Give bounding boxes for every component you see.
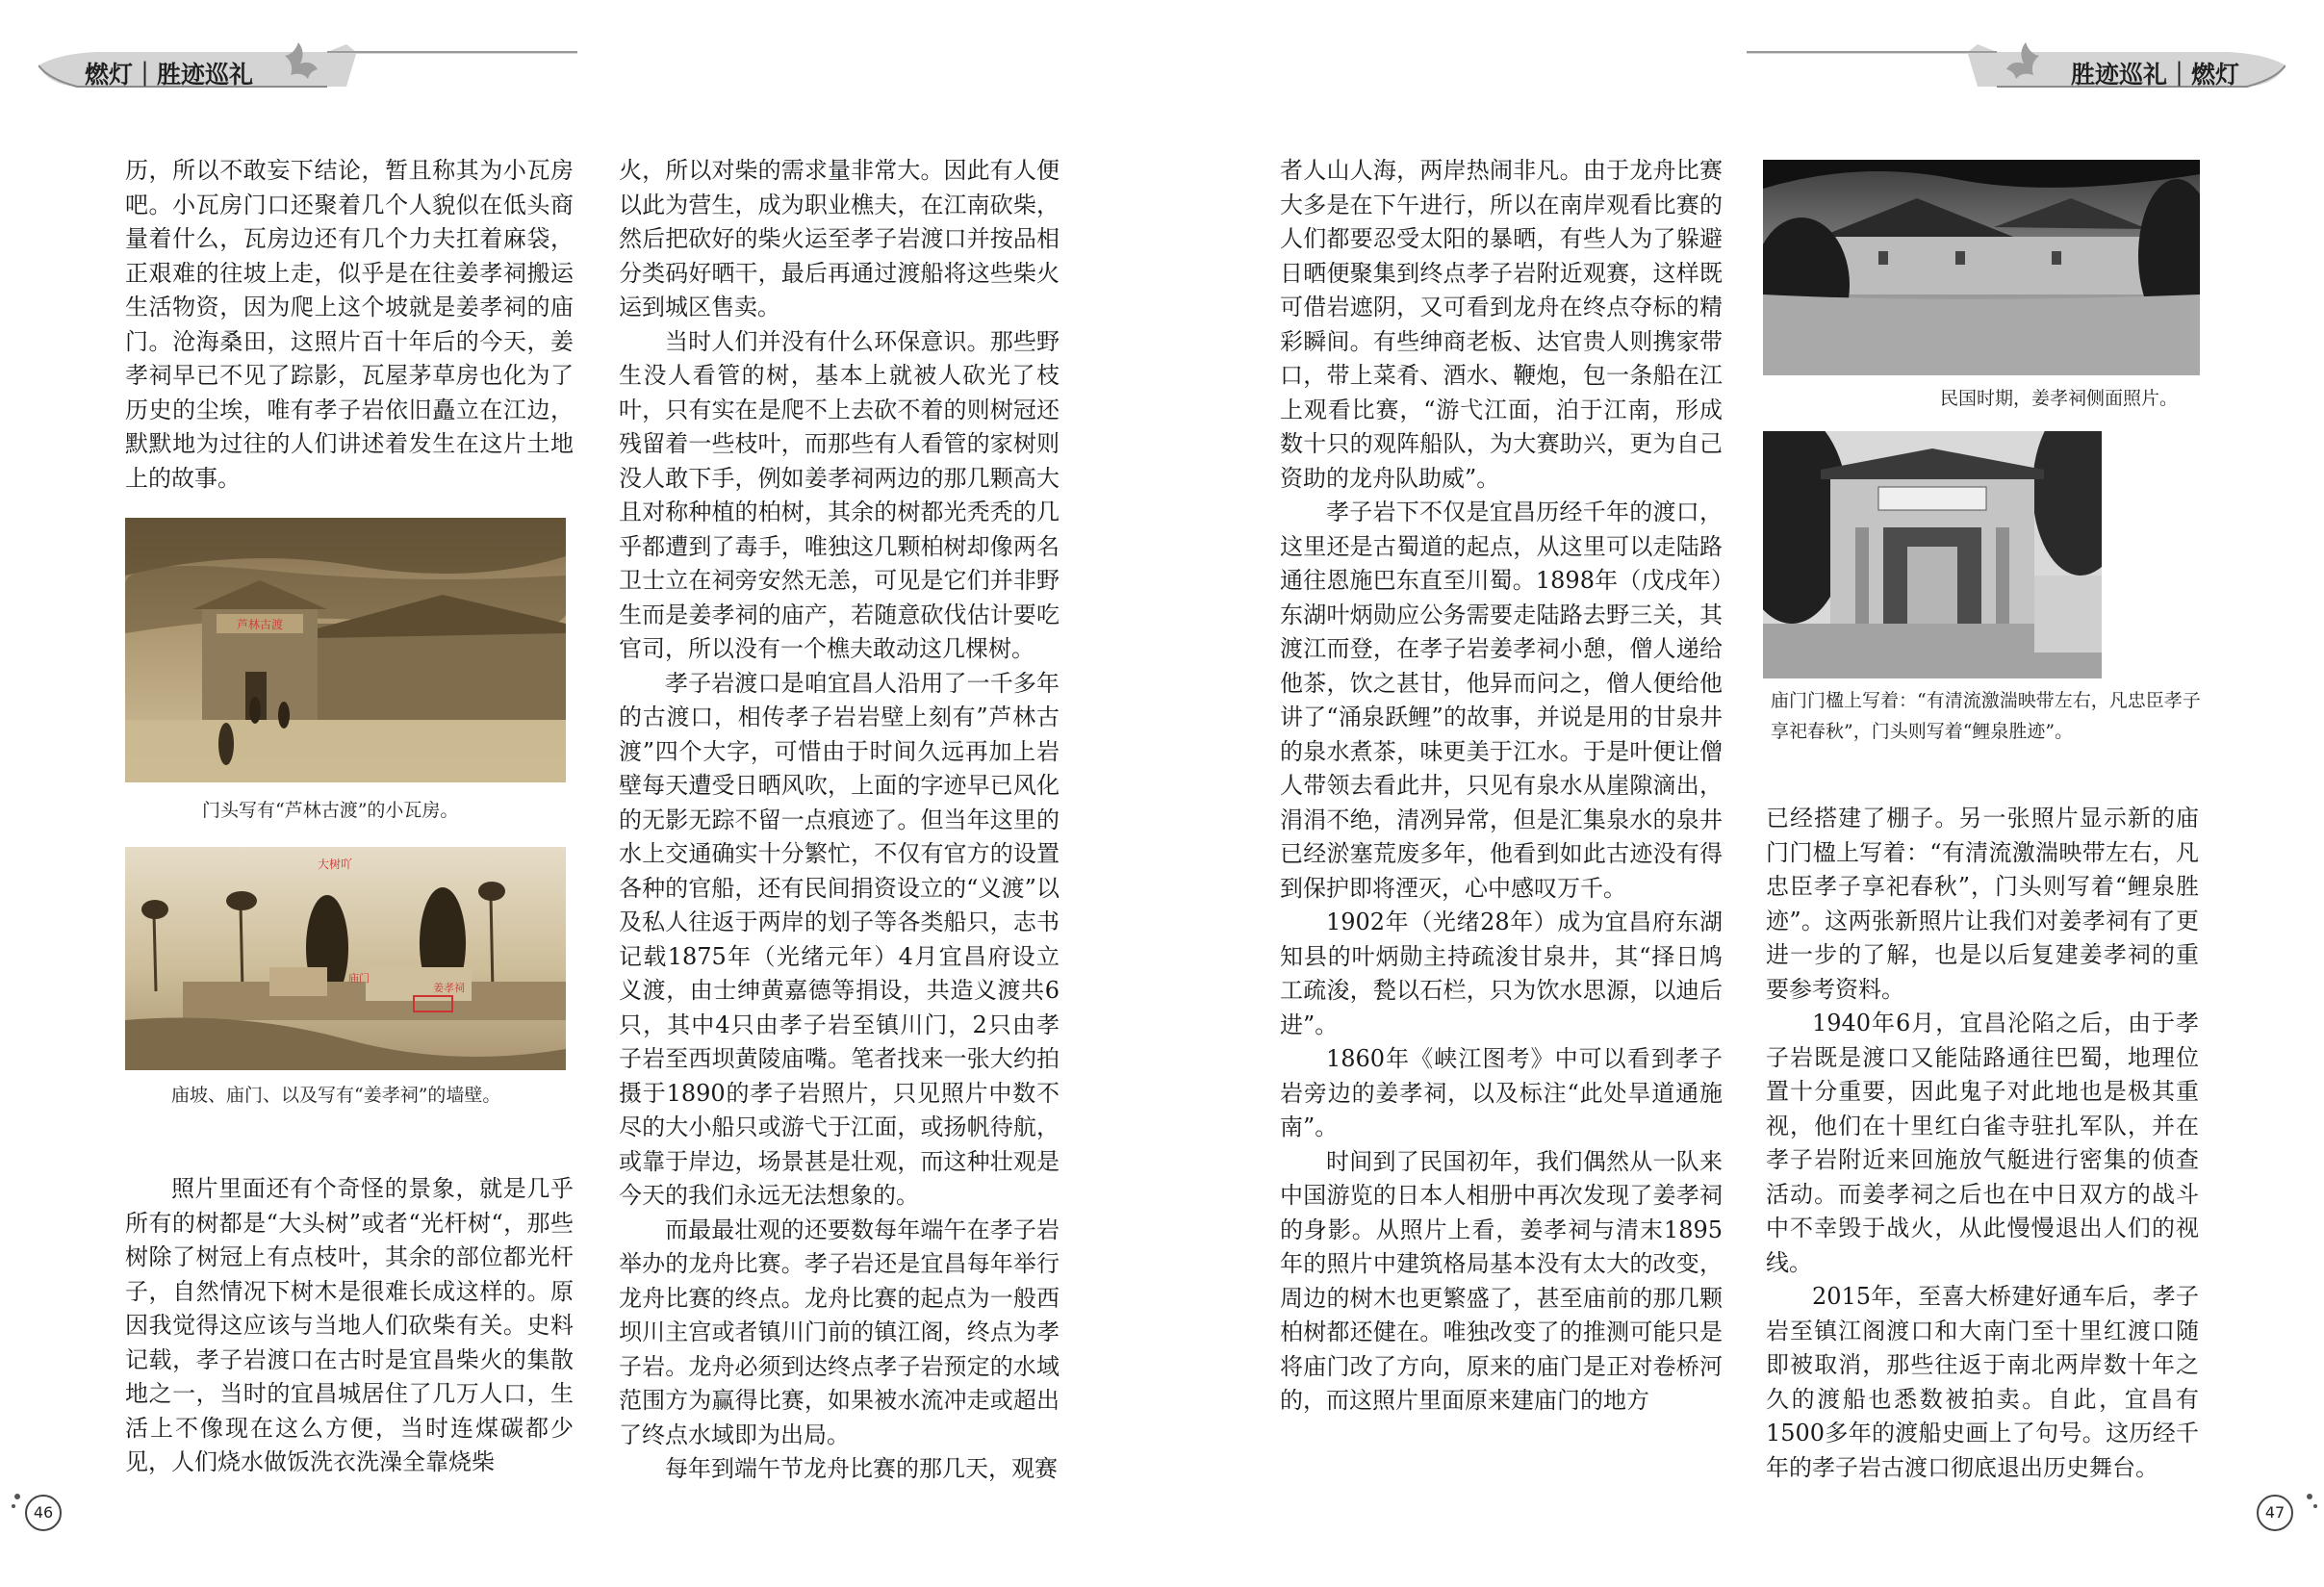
paragraph: 每年到端午节龙舟比赛的那几天，观赛 [665,1455,1058,1482]
page-number-decoration [2290,1489,2319,1537]
paragraph: 而最最壮观的还要数每年端午在孝子岩举办的龙舟比赛。孝子岩还是宜昌每年举行龙舟比赛的终点。龙舟比赛的起点为一般西坝川主宫或者镇川门前的镇江阁，终点为孝子岩。龙舟必须到达终点孝子岩预定的水域范围方为赢得比赛，如果被水流冲走或超出了终点水域即为出局。 [619,1216,1060,1448]
page-number-right: 47 [2257,1495,2293,1531]
header-title: 燃灯｜胜迹巡礼 [85,61,254,89]
paragraph: 照片里面还有个奇怪的景象，就是几乎所有的树都是“大头树”或者“光杆树“，那些树除了树冠上有点枝叶，其余的部位都光杆子，自然情况下树木是很难长成这样的。原因我觉得这应该与当地人们砍柴有关。史料记载，孝子岩渡口在古时是宜昌柴火的集散地之一，当时的宜昌城居住了几万人口，生活上不像现在这么方便，当时连煤碳都少见，人们烧水做饭洗衣洗澡全靠烧柴 [125,1175,574,1475]
photo3-caption: 民国时期，姜孝祠侧面照片。 [1940,388,2179,409]
text-column-3 [1280,154,1723,1419]
paragraph: 历，所以不敢妄下结论，暂且称其为小瓦房吧。小瓦房门口还聚着几个人貌似在低头商量着什么，瓦房边还有几个力夫扛着麻袋，正艰难的往坡上走，似乎是在往姜孝祠搬运生活物资，因为爬上这个坡就是姜孝祠的庙门。沧海桑田，这照片百十年后的今天，姜孝祠早已不见了踪影，瓦屋茅草房也化为了历史的尘埃，唯有孝子岩依旧矗立在江边，默默地为过往的人们讲述着发生在这片土地上的故事。 [125,157,574,492]
paragraph: 1860年《峡江图考》中可以看到孝子岩旁边的姜孝祠，以及标注“此处旱道通施南”。 [1280,1045,1723,1140]
paragraph: 时间到了民国初年，我们偶然从一队来中国游览的日本人相册中再次发现了姜孝祠的身影。从照片上看，姜孝祠与清末1895年的照片中建筑格局基本没有太大的改变，周边的树木也更繁盛了，甚至庙前的那几颗柏树都还健在。唯独改变了的推测可能只是将庙门改了方向，原来的庙门是正对卷桥河的，而这照片里面原来建庙门的地方 [1280,1147,1723,1414]
photo2-label-gate: 庙门 [348,972,370,985]
paragraph: 孝子岩下不仅是宜昌历经千年的渡口，这里还是古蜀道的起点，从这里可以走陆路通往恩施巴东直至川蜀。1898年（戊戌年）东湖叶炳勋应公务需要走陆路去野三关，其渡江而登，在孝子岩姜孝祠小憩，僧人递给他茶，饮之甚甘，他异而问之，僧人便给他讲了“涌泉跃鲤”的故事，并说是用的甘泉井的泉水煮茶，味更美于江水。于是叶便让僧人带领去看此井，只见有泉水从崖隙滴出，涓涓不绝，清冽异常，但是汇集泉水的泉井已经淤塞荒废多年，他看到如此古迹没有得到保护即将湮灭，心中感叹万千。 [1280,499,1723,902]
header-left [38,37,577,92]
text-column-1-top [125,154,574,496]
photo2-caption: 庙坡、庙门、以及写有“姜孝祠”的墙壁。 [171,1085,501,1106]
photo4-caption: 庙门门楹上写着：“有清流激湍映带左右，凡忠臣孝子享祀春秋”，门头则写着“鲤泉胜迹”。 [1771,690,2201,742]
header-right [1747,37,2286,92]
photo-temple-gate [1763,431,2102,678]
paragraph: 火，所以对柴的需求量非常大。因此有人便以此为营生，成为职业樵夫，在江南砍柴，然后把砍好的柴火运至孝子岩渡口并按品相分类码好晒干，最后再通过渡船将这些柴火运到城区售卖。 [619,157,1060,320]
text-column-4 [1766,802,2199,1485]
paragraph: 已经搭建了棚子。另一张照片显示新的庙门门楹上写着：“有清流激湍映带左右，凡忠臣孝子享祀春秋”，门头则写着“鲤泉胜迹”。这两张新照片让我们对姜孝祠有了更进一步的了解，也是以后复建姜孝祠的重要参考资料。 [1766,805,2199,1003]
text-column-1-bottom [125,1172,574,1480]
photo-temple-side-view [1763,160,2200,375]
paragraph: 孝子岩渡口是咱宜昌人沿用了一千多年的古渡口，相传孝子岩岩壁上刻有”芦林古渡”四个大字，可惜由于时间久远再加上岩壁每天遭受日晒风吹，上面的字迹早已风化的无影无踪不留一点痕迹了。但当年这里的水上交通确实十分繁忙，不仅有官方的设置各种的官船，还有民间捐资设立的“义渡”以及私人往返于两岸的划子等各类船只，志书记载1875年（光绪元年）4月宜昌府设立义渡，由士绅黄嘉德等捐设，共造义渡共6只，其中4只由孝子岩至镇川门，2只由孝子岩至西坝黄陵庙嘴。笔者找来一张大约拍摄于1890的孝子岩照片，只见照片中数不尽的大小船只或游弋于江面，或扬帆待航，或靠于岸边，场景甚是壮观，而这种壮观是今天的我们永远无法想象的。 [619,669,1060,1209]
page-number-decoration [12,1489,69,1537]
paragraph: 者人山人海，两岸热闹非凡。由于龙舟比赛大多是在下午进行，所以在南岸观看比赛的人们都要忍受太阳的暴晒，有些人为了躲避日晒便聚集到终点孝子岩附近观赛，这样既可借岩遮阴，又可看到龙舟在终点夺标的精彩瞬间。有些绅商老板、达官贵人则携家带口，带上菜肴、酒水、鞭炮，包一条船在江上观看比赛，“游弋江面，泊于江南，形成数十只的观阵船队，为大赛助兴，更为自己资助的龙舟队助威”。 [1280,157,1723,492]
photo2-label-top: 大树吖 [318,857,353,871]
text-column-2 [619,154,1060,1487]
photo1-caption: 门头写有“芦林古渡”的小瓦房。 [202,800,459,821]
photo-temple-slope [125,847,566,1070]
paragraph: 当时人们并没有什么环保意识。那些野生没人看管的树，基本上就被人砍光了枝叶，只有实在是爬不上去砍不着的则树冠还残留着一些枝叶，而那些有人看管的家树则没人敢下手，例如姜孝祠两边的那几颗高大且对称种植的柏树，其余的树都光秃秃的几乎都遭到了毒手，唯独这几颗柏树却像两名卫士立在祠旁安然无恙，可见是它们并非野生而是姜孝祠的庙产，若随意砍伐估计要吃官司，所以没有一个樵夫敢动这几棵树。 [619,327,1060,662]
page-number-left: 46 [25,1495,62,1531]
photo2-label-temple: 姜孝祠 [433,982,465,994]
photo-small-tile-house [125,518,566,782]
paragraph: 1902年（光绪28年）成为宜昌府东湖知县的叶炳勋主持疏浚甘泉井，其“择日鸠工疏浚，甃以石栏，只为饮水思源，以迪后进”。 [1280,909,1723,1038]
header-title: 胜迹巡礼｜燃灯 [2070,61,2239,89]
paragraph: 1940年6月，宜昌沦陷之后，由于孝子岩既是渡口又能陆路通往巴蜀，地理位置十分重要，因此鬼子对此地也是极其重视，他们在十里红白雀寺驻扎军队，并在孝子岩附近来回施放气艇进行密集的侦查活动。而姜孝祠之后也在中日双方的战斗中不幸毁于战火，从此慢慢退出人们的视线。 [1766,1010,2199,1276]
photo1-sign-text: 芦林古渡 [236,618,284,631]
paragraph: 2015年，至喜大桥建好通车后，孝子岩至镇江阁渡口和大南门至十里红渡口随即被取消，那些往返于南北两岸数十年之久的渡船也悉数被拍卖。自此，宜昌有1500多年的渡船史画上了句号。这历经千年的孝子岩古渡口彻底退出历史舞台。 [1766,1283,2199,1481]
